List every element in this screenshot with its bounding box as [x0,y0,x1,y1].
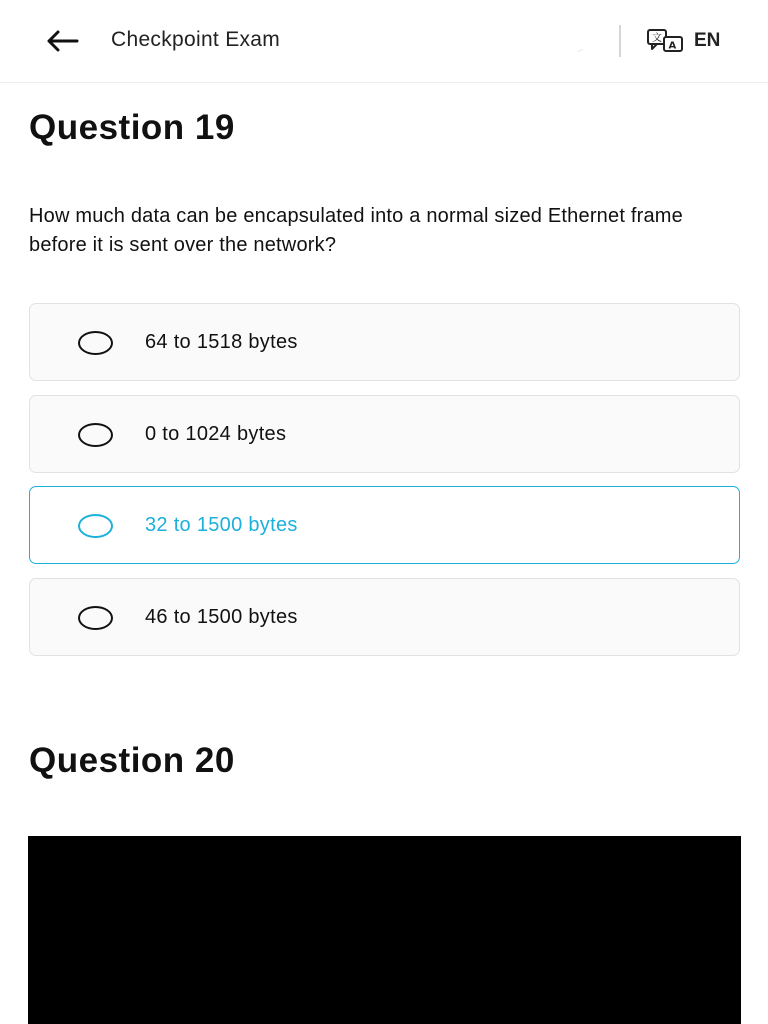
moon-icon [554,30,586,52]
question-20-media [28,836,741,1024]
language-label: EN [694,30,721,51]
dark-mode-toggle[interactable] [552,26,588,56]
radio-button[interactable] [78,331,113,355]
back-button[interactable] [42,24,82,58]
radio-button[interactable] [78,606,113,630]
header-divider [619,25,621,57]
question-20-title: Question 20 [29,741,235,780]
answer-option[interactable] [29,303,740,381]
answer-option[interactable] [29,395,740,473]
radio-button[interactable] [78,423,113,447]
answer-option-selected[interactable] [29,486,740,564]
question-19-text: How much data can be encapsulated into a normal sized Ethernet frame before it is sent over the network? [29,205,683,256]
answer-option-label: 32 to 1500 bytes [145,514,298,536]
svg-text:文: 文 [652,33,662,44]
answer-option[interactable] [29,578,740,656]
translate-icon [646,28,684,54]
arrow-left-icon [45,29,79,53]
answer-option-label: 0 to 1024 bytes [145,423,287,445]
radio-button[interactable] [78,514,113,538]
language-selector[interactable] [646,26,720,56]
question-19-title: Question 19 [29,108,235,147]
answer-option-label: 46 to 1500 bytes [145,606,298,628]
svg-text:A: A [668,40,677,52]
app-header [0,0,768,83]
answer-option-label: 64 to 1518 bytes [145,331,298,353]
page-title: Checkpoint Exam [111,28,281,51]
